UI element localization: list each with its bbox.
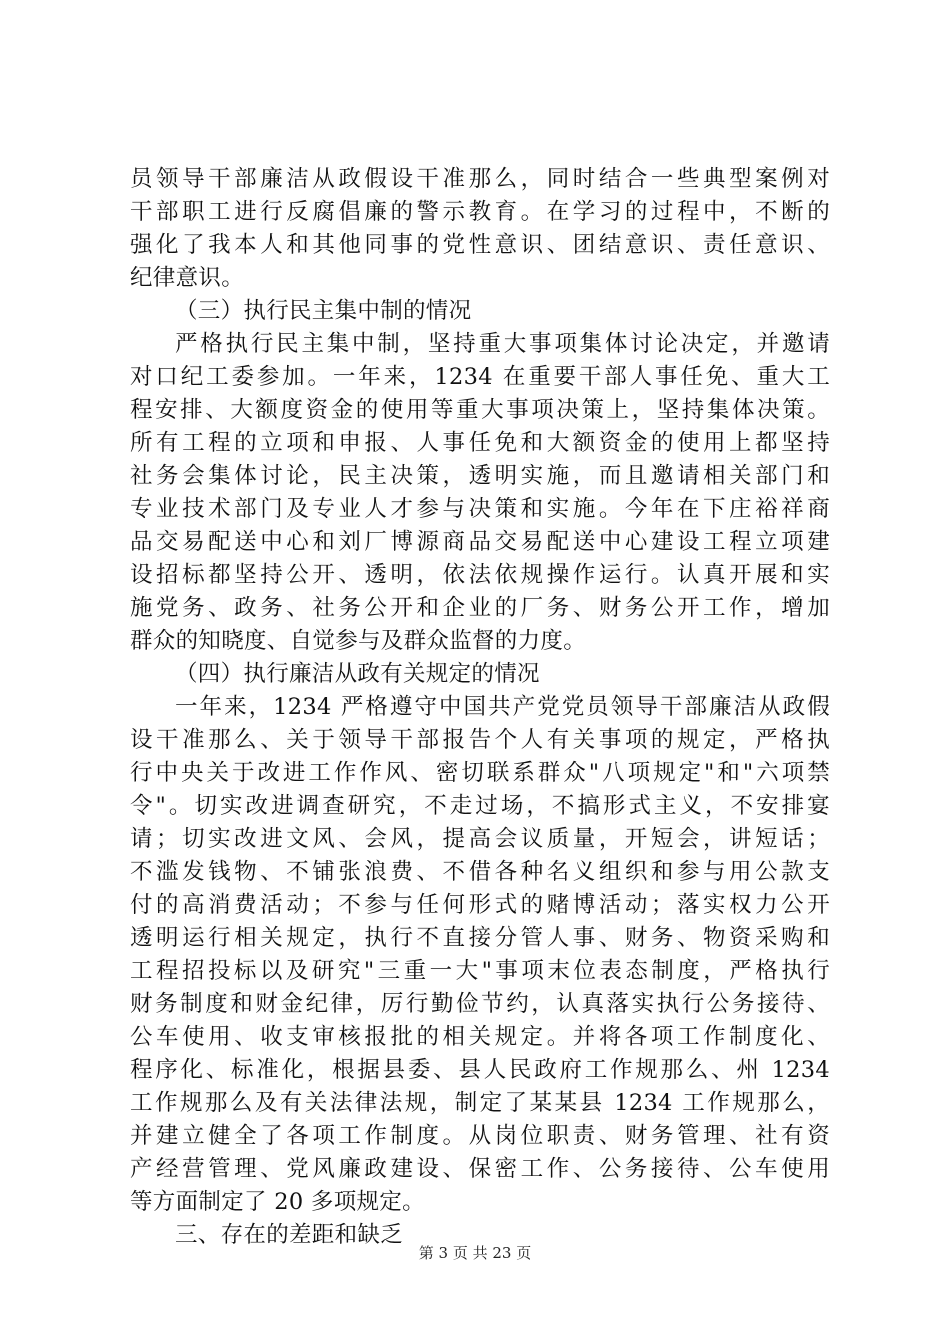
text-line-20: 令"。切实改进调查研究，不走过场，不搞形式主义，不安排宴 — [130, 793, 830, 819]
text-line-9: 所有工程的立项和申报、人事任免和大额资金的使用上都坚持 — [130, 430, 830, 456]
section-heading-4: （四）执行廉洁从政有关规定的情况 — [175, 661, 540, 687]
text-line-1: 员领导干部廉洁从政假设干准那么，同时结合一些典型案例对 — [130, 166, 830, 192]
text-line-29: 工作规那么及有关法律法规，制定了某某县 1234 工作规那么， — [130, 1090, 830, 1116]
text-line-3: 强化了我本人和其他同事的党性意识、团结意识、责任意识、 — [130, 232, 830, 258]
text-line-11: 专业技术部门及专业人才参与决策和实施。今年在下庄裕祥商 — [130, 496, 830, 522]
text-line-31: 产经营管理、党风廉政建设、保密工作、公务接待、公车使用 — [130, 1156, 830, 1182]
text-line-12: 品交易配送中心和刘厂博源商品交易配送中心建设工程立项建 — [130, 529, 830, 555]
page-number-footer: 第 3 页 共 23 页 — [418, 1244, 532, 1262]
text-line-8: 程安排、大额度资金的使用等重大事项决策上，坚持集体决策。 — [130, 397, 830, 423]
text-line-23: 付的高消费活动；不参与任何形式的赌博活动；落实权力公开 — [130, 892, 830, 918]
text-line-32: 等方面制定了 20 多项规定。 — [130, 1189, 425, 1215]
text-line-17: 一年来，1234 严格遵守中国共产党党员领导干部廉洁从政假 — [175, 694, 830, 720]
text-line-19: 行中央关于改进工作作风、密切联系群众"八项规定"和"六项禁 — [130, 760, 830, 786]
text-line-27: 公车使用、收支审核报批的相关规定。并将各项工作制度化、 — [130, 1024, 830, 1050]
text-line-10: 社务会集体讨论，民主决策，透明实施，而且邀请相关部门和 — [130, 463, 830, 489]
text-line-14: 施党务、政务、社务公开和企业的厂务、财务公开工作，增加 — [130, 595, 830, 621]
text-line-21: 请；切实改进文风、会风，提高会议质量，开短会，讲短话； — [130, 826, 830, 852]
text-line-28: 程序化、标准化，根据县委、县人民政府工作规那么、州 1234 — [130, 1057, 830, 1083]
section-heading-3: （三）执行民主集中制的情况 — [175, 298, 472, 324]
text-line-30: 并建立健全了各项工作制度。从岗位职责、财务管理、社有资 — [130, 1123, 830, 1149]
text-line-25: 工程招投标以及研究"三重一大"事项末位表态制度，严格执行 — [130, 958, 830, 984]
text-line-18: 设干准那么、关于领导干部报告个人有关事项的规定，严格执 — [130, 727, 830, 753]
text-line-26: 财务制度和财金纪律，厉行勤俭节约，认真落实执行公务接待、 — [130, 991, 830, 1017]
text-line-4: 纪律意识。 — [130, 265, 245, 291]
section-heading-three: 三、存在的差距和缺乏 — [175, 1222, 404, 1248]
document-body — [130, 163, 830, 1252]
text-line-24: 透明运行相关规定，执行不直接分管人事、财务、物资采购和 — [130, 925, 830, 951]
text-line-6: 严格执行民主集中制，坚持重大事项集体讨论决定，并邀请 — [175, 331, 830, 357]
text-line-15: 群众的知晓度、自觉参与及群众监督的力度。 — [130, 628, 587, 654]
text-line-2: 干部职工进行反腐倡廉的警示教育。在学习的过程中，不断的 — [130, 199, 830, 225]
text-line-13: 设招标都坚持公开、透明，依法依规操作运行。认真开展和实 — [130, 562, 830, 588]
text-line-22: 不滥发钱物、不铺张浪费、不借各种名义组织和参与用公款支 — [130, 859, 830, 885]
text-line-7: 对口纪工委参加。一年来，1234 在重要干部人事任免、重大工 — [130, 364, 830, 390]
